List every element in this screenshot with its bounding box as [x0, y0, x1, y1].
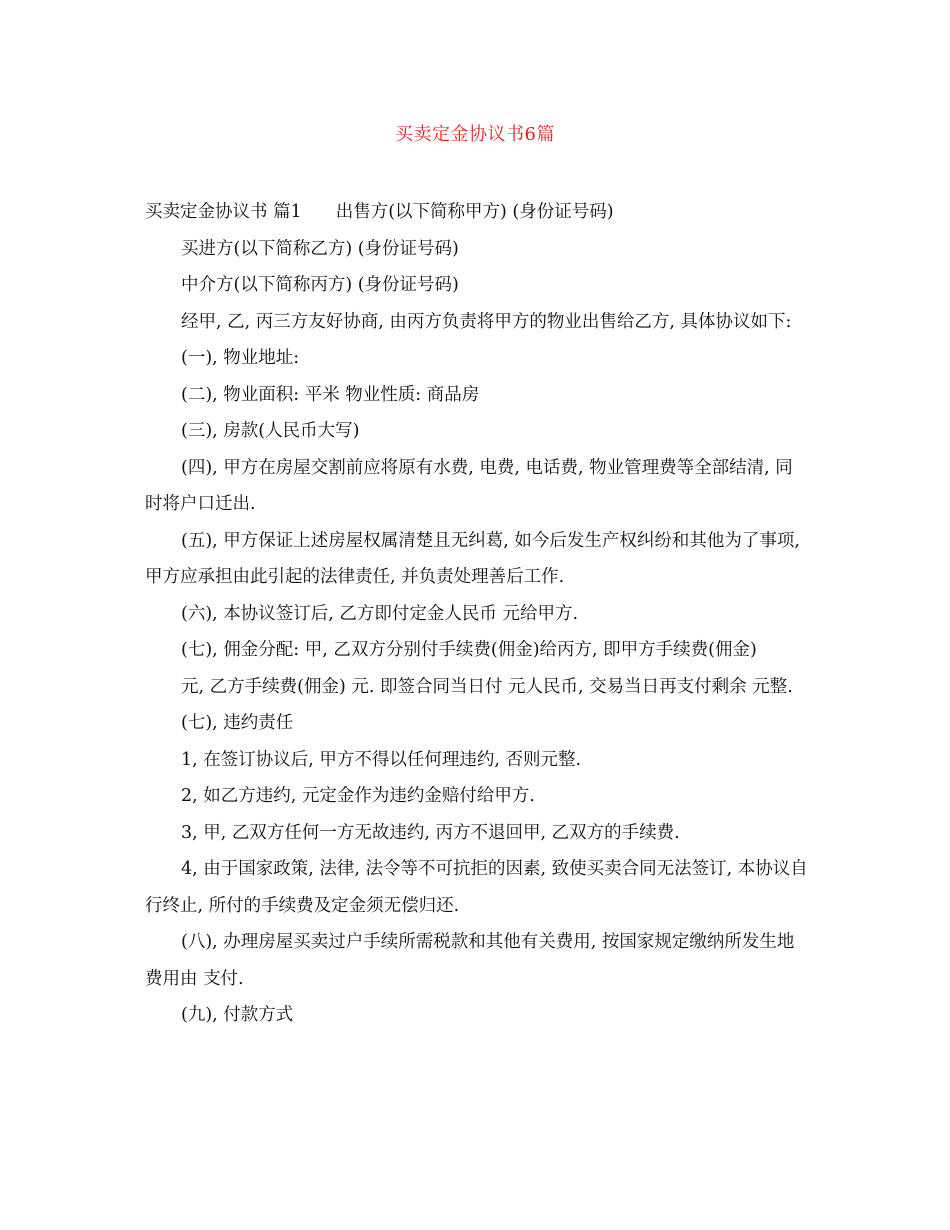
paragraph: (三), 房款(人民币大写) [181, 421, 360, 441]
section-heading: 买卖定金协议书 篇1 [145, 202, 302, 222]
paragraph: (七), 佣金分配: 甲, 乙双方分别付手续费(佣金)给丙方, 即甲方手续费(佣金) [181, 640, 757, 660]
document-title: 买卖定金协议书6篇 [395, 124, 555, 145]
paragraph: (四), 甲方在房屋交割前应将原有水费, 电费, 电话费, 物业管理费等全部结清, 同时将户口迁出. [145, 457, 793, 514]
paragraph: 2, 如乙方违约, 元定金作为违约金赔付给甲方. [181, 786, 535, 806]
seller-line: 出售方(以下简称甲方) (身份证号码) [335, 202, 614, 222]
paragraph: (九), 付款方式 [181, 1005, 294, 1025]
paragraph: (一), 物业地址: [181, 348, 300, 368]
paragraph: 3, 甲, 乙双方任何一方无故违约, 丙方不退回甲, 乙双方的手续费. [181, 822, 680, 843]
paragraph: 中介方(以下简称丙方) (身份证号码) [181, 275, 459, 295]
document-body [145, 194, 810, 1034]
paragraph: 买进方(以下简称乙方) (身份证号码) [181, 238, 459, 259]
heading-line [145, 194, 810, 231]
paragraph: (二), 物业面积: 平米 物业性质: 商品房 [181, 384, 480, 405]
paragraph: (八), 办理房屋买卖过户手续所需税款和其他有关费用, 按国家规定缴纳所发生地费用由 支付. [145, 932, 795, 989]
paragraph: (六), 本协议签订后, 乙方即付定金人民币 元给甲方. [181, 603, 579, 624]
paragraph: 4, 由于国家政策, 法律, 法令等不可抗拒的因素, 致使买卖合同无法签订, 本协议自行终止, 所付的手续费及定金须无偿归还. [145, 859, 808, 916]
paragraph: (五), 甲方保证上述房屋权属清楚且无纠葛, 如今后发生产权纠纷和其他为了事项, 甲方应承担由此引起的法律责任, 并负责处理善后工作. [145, 530, 800, 587]
paragraph: (七), 违约责任 [181, 713, 294, 733]
paragraph: 经甲, 乙, 丙三方友好协商, 由丙方负责将甲方的物业出售给乙方, 具体协议如下: [181, 311, 792, 332]
paragraph: 1, 在签订协议后, 甲方不得以任何理违约, 否则元整. [181, 749, 582, 770]
paragraph: 元, 乙方手续费(佣金) 元. 即签合同当日付 元人民币, 交易当日再支付剩余 元整. [181, 676, 793, 697]
